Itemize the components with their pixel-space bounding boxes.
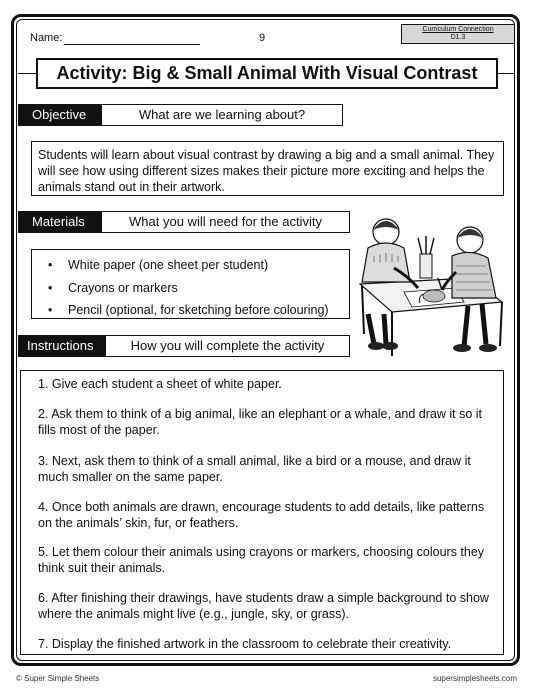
objective-box [31, 141, 504, 196]
instructions-tag: Instructions [18, 335, 106, 357]
list-item: 1. Give each student a sheet of white paper. [38, 377, 282, 391]
list-item: 6. After finishing their drawings, have students draw a simple background to show where the animals might live (e.g., jungle, sky, or grass). [38, 591, 489, 621]
materials-desc: What you will need for the activity [102, 211, 350, 233]
instructions-desc: How you will complete the activity [106, 335, 350, 357]
curriculum-connection-box [401, 24, 515, 44]
materials-header [18, 211, 350, 233]
instructions-box [20, 370, 504, 655]
instructions-header [18, 335, 350, 357]
list-item: • Pencil (optional, for sketching before colouring) [32, 299, 349, 322]
name-label: Name: [30, 32, 63, 44]
name-field-line[interactable] [64, 44, 200, 45]
list-item: 4. Once both animals are drawn, encourage students to add details, like patterns on the animals’ skin, fur, or feathers. [38, 500, 485, 530]
list-item: 7. Display the finished artwork in the classroom to celebrate their creativity. [38, 637, 452, 651]
materials-list [32, 250, 349, 322]
list-item: • White paper (one sheet per student) [32, 254, 349, 277]
objective-text: Students will learn about visual contrast by drawing a big and a small animal. They will see how using different sizes makes their picture more exciting and helps the animals stand out in their artwork. [38, 148, 495, 194]
objective-desc: What are we learning about? [102, 104, 343, 126]
list-item: 2. Ask them to think of a big animal, like an elephant or a whale, and draw it so it fills most of the paper. [38, 407, 483, 437]
list-item: • Crayons or markers [32, 277, 349, 300]
list-item: 3. Next, ask them to think of a small animal, like a bird or a mouse, and draw it much smaller on the same paper. [38, 454, 471, 484]
objective-tag: Objective [18, 104, 102, 126]
page-title: Activity: Big & Small Animal With Visual Contrast [36, 58, 498, 89]
materials-tag: Materials [18, 211, 102, 233]
list-item: 5. Let them colour their animals using crayons or markers, choosing colours they think suit their animals. [38, 545, 485, 575]
children-drawing-illustration [352, 206, 508, 358]
objective-header [18, 104, 343, 126]
curriculum-code: D1.3 [450, 34, 466, 41]
page-number: 9 [259, 32, 266, 44]
curriculum-title: Curriculum Connection [422, 26, 494, 33]
footer-copyright: © Super Simple Sheets [16, 674, 100, 683]
footer-website[interactable]: supersimplesheets.com [432, 674, 517, 683]
materials-box [31, 249, 350, 319]
